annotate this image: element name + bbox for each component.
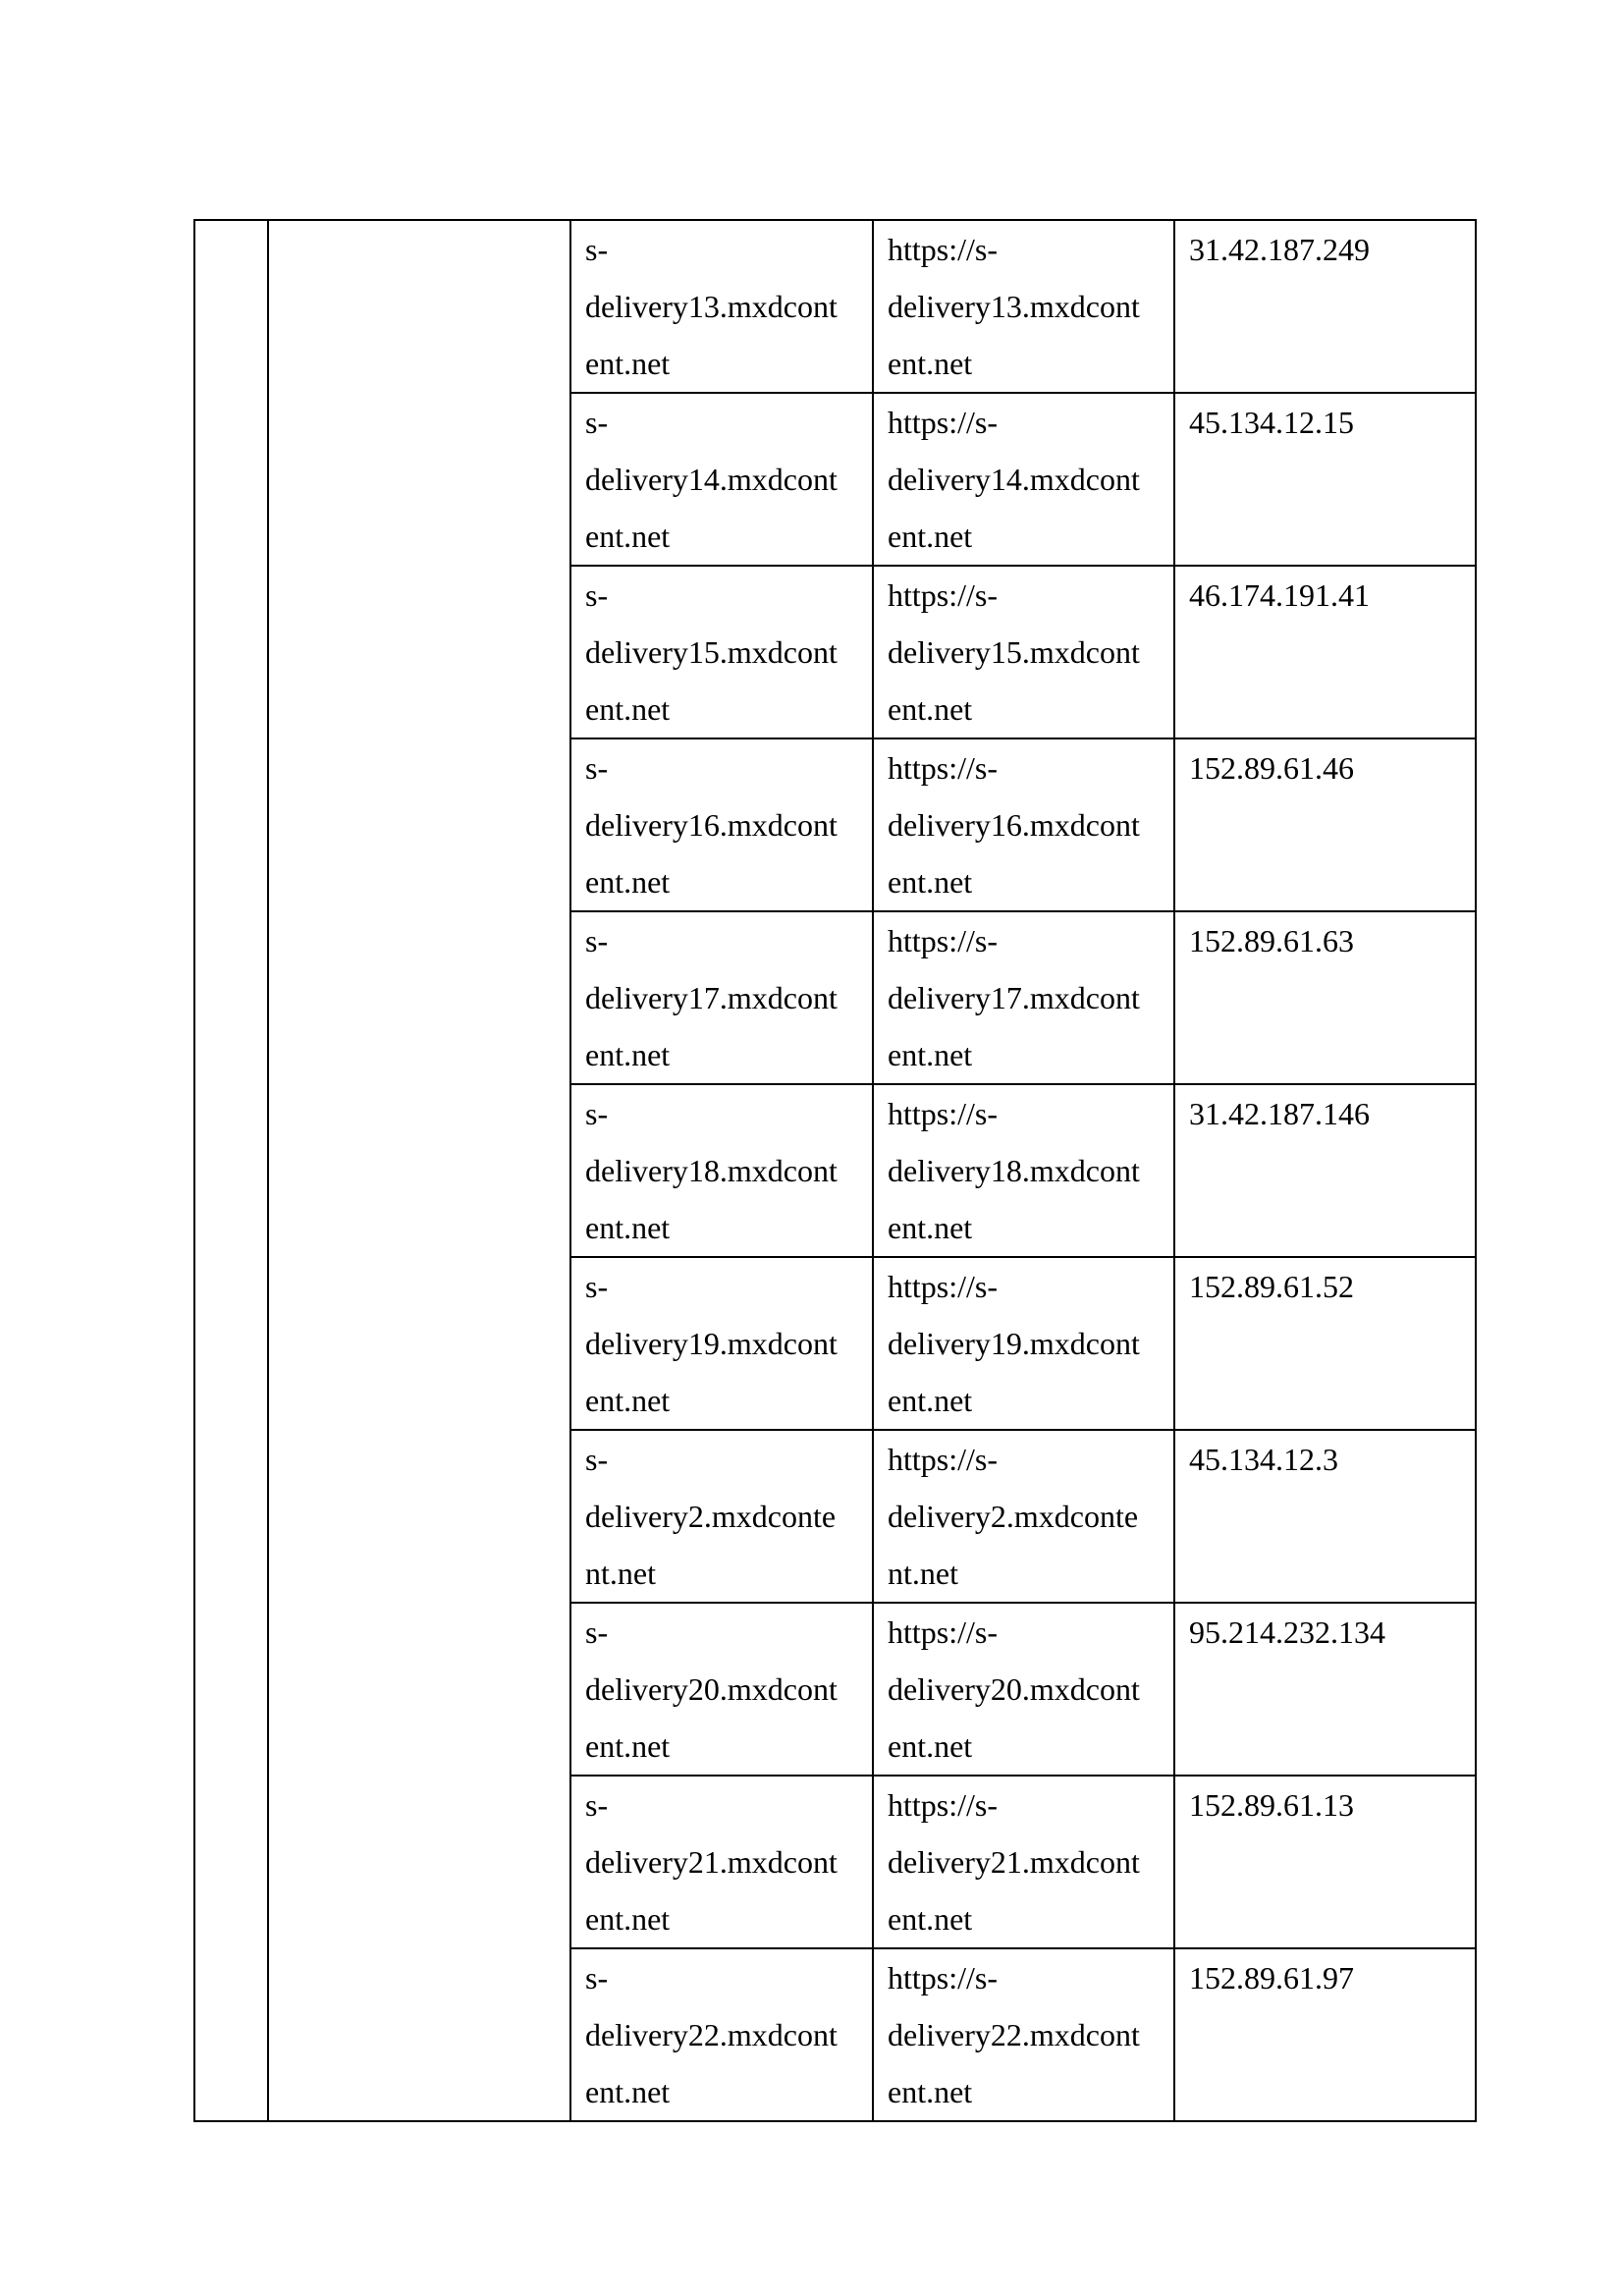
- url-text: https://s- delivery15.mxdcont ent.net: [888, 577, 1140, 727]
- domain-cell: [570, 1603, 873, 1776]
- url-cell: [873, 1257, 1174, 1430]
- ip-cell: [1174, 1948, 1476, 2121]
- ip-text: 46.174.191.41: [1189, 577, 1370, 613]
- url-text: https://s- delivery19.mxdcont ent.net: [888, 1269, 1140, 1418]
- url-text: https://s- delivery21.mxdcont ent.net: [888, 1787, 1140, 1937]
- ip-cell: [1174, 393, 1476, 566]
- domain-cell: [570, 911, 873, 1084]
- url-cell: [873, 1084, 1174, 1257]
- domain-text: s- delivery18.mxdcont ent.net: [585, 1096, 838, 1245]
- category-cell: [268, 220, 570, 2121]
- domain-cell: [570, 393, 873, 566]
- row-number-cell: [194, 220, 268, 2121]
- ip-cell: [1174, 566, 1476, 738]
- url-cell: [873, 220, 1174, 393]
- ioc-table-container: [193, 219, 1477, 2122]
- domain-text: s- delivery19.mxdcont ent.net: [585, 1269, 838, 1418]
- url-text: https://s- delivery18.mxdcont ent.net: [888, 1096, 1140, 1245]
- url-cell: [873, 566, 1174, 738]
- ip-cell: [1174, 738, 1476, 911]
- url-text: https://s- delivery17.mxdcont ent.net: [888, 923, 1140, 1072]
- ip-cell: [1174, 1084, 1476, 1257]
- domain-cell: [570, 1257, 873, 1430]
- domain-text: s- delivery22.mxdcont ent.net: [585, 1960, 838, 2109]
- domain-cell: [570, 1084, 873, 1257]
- ioc-table-body: [194, 220, 1476, 2121]
- ip-cell: [1174, 1776, 1476, 1948]
- domain-text: s- delivery16.mxdcont ent.net: [585, 750, 838, 900]
- url-text: https://s- delivery20.mxdcont ent.net: [888, 1614, 1140, 1764]
- domain-cell: [570, 566, 873, 738]
- url-cell: [873, 393, 1174, 566]
- ip-text: 152.89.61.46: [1189, 750, 1354, 786]
- domain-text: s- delivery15.mxdcont ent.net: [585, 577, 838, 727]
- ip-cell: [1174, 1430, 1476, 1603]
- ip-text: 152.89.61.13: [1189, 1787, 1354, 1823]
- url-text: https://s- delivery14.mxdcont ent.net: [888, 405, 1140, 554]
- ip-cell: [1174, 911, 1476, 1084]
- ip-cell: [1174, 1603, 1476, 1776]
- ip-text: 31.42.187.146: [1189, 1096, 1370, 1131]
- url-cell: [873, 1603, 1174, 1776]
- domain-text: s- delivery21.mxdcont ent.net: [585, 1787, 838, 1937]
- ip-text: 31.42.187.249: [1189, 232, 1370, 267]
- ip-text: 152.89.61.52: [1189, 1269, 1354, 1304]
- url-cell: [873, 911, 1174, 1084]
- domain-text: s- delivery20.mxdcont ent.net: [585, 1614, 838, 1764]
- url-cell: [873, 738, 1174, 911]
- url-text: https://s- delivery2.mxdconte nt.net: [888, 1442, 1139, 1591]
- ioc-table: [193, 219, 1477, 2122]
- url-cell: [873, 1948, 1174, 2121]
- ip-cell: [1174, 1257, 1476, 1430]
- url-cell: [873, 1430, 1174, 1603]
- url-text: https://s- delivery16.mxdcont ent.net: [888, 750, 1140, 900]
- ip-text: 95.214.232.134: [1189, 1614, 1385, 1650]
- url-text: https://s- delivery22.mxdcont ent.net: [888, 1960, 1140, 2109]
- table-row: [194, 220, 1476, 393]
- url-cell: [873, 1776, 1174, 1948]
- domain-cell: [570, 738, 873, 911]
- domain-cell: [570, 1776, 873, 1948]
- domain-text: s- delivery14.mxdcont ent.net: [585, 405, 838, 554]
- domain-text: s- delivery13.mxdcont ent.net: [585, 232, 838, 381]
- ip-text: 45.134.12.3: [1189, 1442, 1338, 1477]
- domain-cell: [570, 1948, 873, 2121]
- domain-text: s- delivery2.mxdconte nt.net: [585, 1442, 837, 1591]
- ip-text: 152.89.61.97: [1189, 1960, 1354, 1995]
- ip-text: 45.134.12.15: [1189, 405, 1354, 440]
- domain-cell: [570, 220, 873, 393]
- ip-cell: [1174, 220, 1476, 393]
- domain-cell: [570, 1430, 873, 1603]
- url-text: https://s- delivery13.mxdcont ent.net: [888, 232, 1140, 381]
- domain-text: s- delivery17.mxdcont ent.net: [585, 923, 838, 1072]
- ip-text: 152.89.61.63: [1189, 923, 1354, 958]
